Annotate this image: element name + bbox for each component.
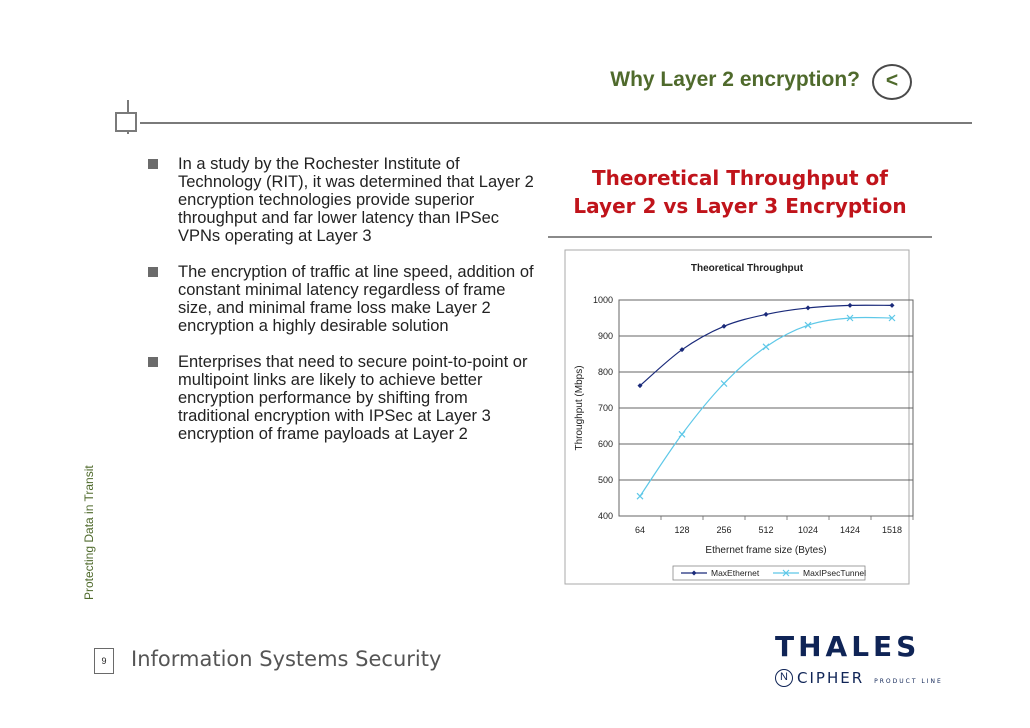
side-caption: Protecting Data in Transit bbox=[82, 465, 96, 600]
x-axis-label: Ethernet frame size (Bytes) bbox=[705, 545, 827, 556]
bullet-text: In a study by the Rochester Institute of Technology (RIT), it was determined that Layer 2 encryption technologies provide superior throughput and far lower latency than IPSec VPNs operating at Layer 3 bbox=[178, 155, 534, 245]
chart-legend bbox=[673, 566, 866, 580]
page-number: 9 bbox=[94, 648, 114, 674]
x-tick-label: 1518 bbox=[881, 525, 903, 535]
x-tick-label: 64 bbox=[634, 525, 646, 535]
legend-label: MaxEthernet bbox=[711, 568, 760, 578]
bullet-text: Enterprises that need to secure point-to-point or multipoint links are likely to achieve better encryption performance by shifting from traditional encryption with IPSec at Layer 3 encryption of frame payloads at Layer 2 bbox=[178, 353, 528, 443]
bullet-square-icon bbox=[148, 357, 158, 367]
y-tick-label: 900 bbox=[597, 331, 613, 341]
y-tick-label: 500 bbox=[597, 475, 613, 485]
bullet-text: The encryption of traffic at line speed, addition of constant minimal latency regardless of frame size, and minimal frame loss make Layer 2 encryption a highly desirable solution bbox=[178, 263, 534, 335]
rule-mark-box bbox=[115, 112, 137, 132]
product-line-text: PRODUCT LINE bbox=[874, 677, 943, 685]
ncipher-mark-icon: N bbox=[775, 669, 793, 687]
ncipher-text: CIPHER bbox=[797, 669, 865, 687]
chart-title: Theoretical Throughput bbox=[690, 263, 804, 274]
y-tick-label: 800 bbox=[597, 367, 613, 377]
chart-frame-rule bbox=[548, 236, 932, 238]
x-tick-label: 1424 bbox=[839, 525, 861, 535]
y-tick-label: 400 bbox=[597, 511, 613, 521]
legend-label: MaxIPsecTunnel bbox=[803, 568, 866, 578]
ncipher-logo bbox=[775, 667, 943, 689]
throughput-chart bbox=[545, 240, 930, 590]
y-tick-label: 700 bbox=[597, 403, 613, 413]
y-axis-label: Throughput (Mbps) bbox=[574, 365, 585, 451]
bullet-item bbox=[148, 353, 538, 443]
slide-title: Why Layer 2 encryption? bbox=[610, 68, 860, 91]
y-tick-label: 1000 bbox=[592, 295, 613, 305]
x-tick-label: 512 bbox=[758, 525, 774, 535]
chart-heading-line1: Theoretical Throughput of bbox=[592, 166, 888, 190]
chart-heading bbox=[555, 164, 925, 220]
x-tick-label: 1024 bbox=[797, 525, 819, 535]
footer-label: Information Systems Security bbox=[131, 647, 442, 671]
y-tick-label: 600 bbox=[597, 439, 613, 449]
bullet-square-icon bbox=[148, 159, 158, 169]
back-button[interactable]: < bbox=[872, 64, 912, 100]
thales-logo: THALES bbox=[775, 630, 921, 663]
bullet-list bbox=[148, 155, 538, 461]
bullet-item bbox=[148, 263, 538, 335]
chart-heading-line2: Layer 2 vs Layer 3 Encryption bbox=[573, 194, 907, 218]
bullet-square-icon bbox=[148, 267, 158, 277]
bullet-item bbox=[148, 155, 538, 245]
header-rule bbox=[140, 122, 972, 124]
x-tick-label: 256 bbox=[716, 525, 732, 535]
x-tick-label: 128 bbox=[674, 525, 690, 535]
